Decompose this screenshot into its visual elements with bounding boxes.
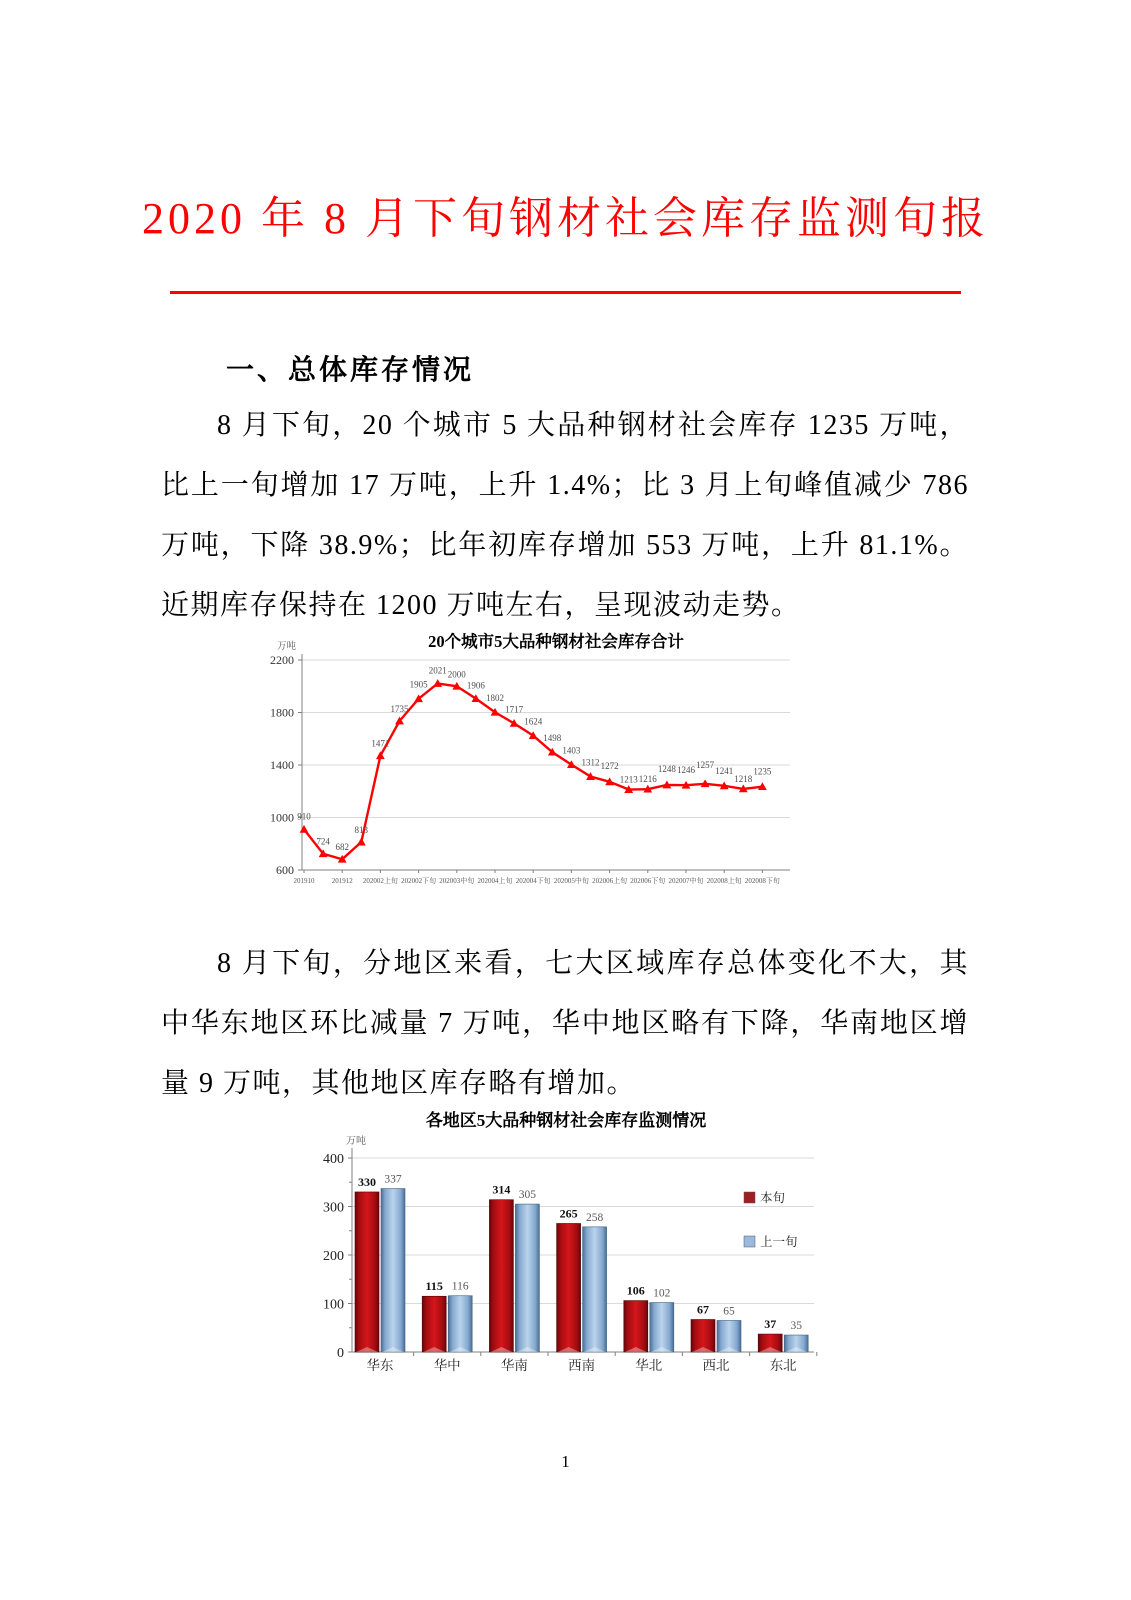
line-chart-svg bbox=[256, 630, 836, 892]
data-label: 1498 bbox=[543, 733, 562, 744]
data-label: 1246 bbox=[677, 765, 695, 776]
data-label: 65 bbox=[723, 1305, 735, 1318]
data-label: 1906 bbox=[466, 680, 485, 691]
x-category-label: 华南 bbox=[500, 1358, 528, 1373]
x-tick-label: 202002下旬 bbox=[401, 877, 437, 885]
y-axis-unit: 万吨 bbox=[346, 1136, 366, 1147]
data-label: 1272 bbox=[600, 760, 619, 771]
data-label: 1905 bbox=[409, 679, 428, 690]
y-axis-unit: 万吨 bbox=[276, 642, 296, 652]
y-tick-label: 600 bbox=[276, 863, 294, 877]
paragraph-regional-inventory: 8 月下旬，分地区来看，七大区域库存总体变化不大，其中华东地区环比减量 7 万吨，华中地区略有下降，华南地区增量 9 万吨，其他地区库存略有增加。 bbox=[161, 948, 969, 1099]
x-tick-label: 202008下旬 bbox=[744, 877, 780, 885]
y-tick-label: 2200 bbox=[270, 653, 294, 667]
x-tick-label: 201912 bbox=[331, 877, 353, 885]
data-label: 1213 bbox=[619, 774, 638, 785]
x-category-label: 西南 bbox=[568, 1358, 596, 1373]
y-tick-label: 100 bbox=[323, 1297, 344, 1313]
bar-previous-period bbox=[448, 1296, 472, 1352]
x-category-label: 华中 bbox=[433, 1358, 461, 1373]
data-label: 337 bbox=[384, 1173, 402, 1186]
bar-chart-regional-inventory bbox=[308, 1096, 828, 1386]
x-tick-label: 201910 bbox=[293, 877, 315, 885]
data-label: 265 bbox=[559, 1206, 578, 1221]
bar-current-period bbox=[355, 1192, 379, 1352]
bar-previous-period bbox=[583, 1227, 607, 1352]
data-label: 67 bbox=[697, 1302, 709, 1317]
data-label: 1624 bbox=[524, 716, 543, 727]
data-label: 106 bbox=[626, 1283, 645, 1298]
data-label: 35 bbox=[790, 1320, 802, 1333]
title-divider bbox=[170, 291, 961, 294]
y-tick-label: 1800 bbox=[270, 705, 294, 720]
bar-chart-svg bbox=[308, 1096, 828, 1386]
data-label: 116 bbox=[451, 1280, 469, 1293]
legend-swatch bbox=[744, 1236, 755, 1247]
x-tick-label: 202005中旬 bbox=[553, 877, 589, 885]
y-tick-label: 1400 bbox=[270, 758, 294, 772]
line-chart-total-inventory bbox=[256, 630, 836, 892]
data-label: 314 bbox=[492, 1182, 511, 1197]
data-label: 1735 bbox=[390, 704, 409, 715]
chart-title: 20个城市5大品种钢材社会库存合计 bbox=[428, 632, 684, 651]
y-tick-label: 0 bbox=[337, 1346, 344, 1361]
data-label: 37 bbox=[764, 1317, 777, 1332]
triangle-marker bbox=[357, 838, 366, 846]
y-tick-label: 400 bbox=[323, 1152, 344, 1167]
x-tick-label: 202004上旬 bbox=[477, 877, 513, 885]
data-label: 115 bbox=[425, 1279, 443, 1294]
data-label: 1241 bbox=[715, 765, 734, 776]
x-tick-label: 202008上旬 bbox=[706, 877, 742, 885]
data-label: 1248 bbox=[657, 763, 676, 774]
bar-current-period bbox=[624, 1301, 648, 1352]
data-label: 682 bbox=[335, 842, 349, 853]
legend-label: 上一旬 bbox=[760, 1235, 798, 1249]
x-tick-label: 202006下旬 bbox=[630, 877, 666, 885]
data-label: 258 bbox=[585, 1211, 604, 1224]
x-tick-label: 202003中旬 bbox=[439, 877, 475, 885]
bar-current-period bbox=[557, 1223, 581, 1352]
paragraph-overall-inventory: 8 月下旬，20 个城市 5 大品种钢材社会库存 1235 万吨，比上一旬增加 17 万吨，上升 1.4%；比 3 月上旬峰值减少 786 万吨，下降 38.9%；比年初库存增加 553 万吨，上升 81.1%。近期库存保持在 1200 万吨左右，呈现波动走势。 bbox=[161, 410, 969, 621]
data-label: 2000 bbox=[447, 669, 466, 680]
x-tick-label: 202004下旬 bbox=[515, 877, 551, 885]
data-label: 813 bbox=[354, 825, 369, 836]
x-tick-label: 202006上旬 bbox=[592, 877, 628, 885]
bar-previous-period bbox=[381, 1189, 405, 1352]
data-label: 1802 bbox=[486, 693, 504, 704]
y-tick-label: 1000 bbox=[270, 810, 294, 825]
bar-previous-period bbox=[515, 1204, 539, 1352]
data-label: 1403 bbox=[562, 745, 581, 756]
bar-previous-period bbox=[650, 1303, 674, 1352]
bar-current-period bbox=[489, 1200, 513, 1352]
y-tick-label: 300 bbox=[323, 1200, 344, 1216]
section-heading: 一、总体库存情况 bbox=[226, 354, 475, 385]
triangle-marker bbox=[300, 825, 309, 833]
data-label: 1218 bbox=[734, 773, 753, 784]
data-label: 1216 bbox=[638, 774, 657, 785]
data-label: 1717 bbox=[505, 704, 524, 715]
data-label: 1235 bbox=[753, 766, 772, 777]
x-category-label: 华北 bbox=[635, 1358, 663, 1373]
x-category-label: 华东 bbox=[366, 1358, 394, 1373]
legend-label: 本旬 bbox=[760, 1191, 786, 1205]
document-title: 2020 年 8 月下旬钢材社会库存监测旬报 bbox=[142, 194, 989, 243]
legend-swatch bbox=[744, 1192, 755, 1203]
data-label: 1312 bbox=[581, 757, 600, 768]
data-label: 305 bbox=[518, 1189, 537, 1202]
data-label: 1257 bbox=[696, 759, 715, 770]
data-label: 2021 bbox=[428, 665, 447, 676]
page-number: 1 bbox=[561, 1452, 570, 1471]
data-label: 910 bbox=[297, 811, 311, 822]
x-category-label: 东北 bbox=[769, 1358, 797, 1373]
y-tick-label: 200 bbox=[323, 1249, 344, 1264]
data-label: 724 bbox=[316, 836, 330, 847]
x-category-label: 西北 bbox=[702, 1358, 730, 1373]
data-label: 102 bbox=[653, 1287, 671, 1300]
x-tick-label: 202002上旬 bbox=[362, 877, 398, 885]
chart-title: 各地区5大品种钢材社会库存监测情况 bbox=[425, 1111, 707, 1130]
x-tick-label: 202007中旬 bbox=[668, 877, 704, 885]
data-label: 1471 bbox=[371, 738, 390, 749]
data-label: 330 bbox=[358, 1174, 376, 1189]
bar-current-period bbox=[422, 1296, 446, 1352]
